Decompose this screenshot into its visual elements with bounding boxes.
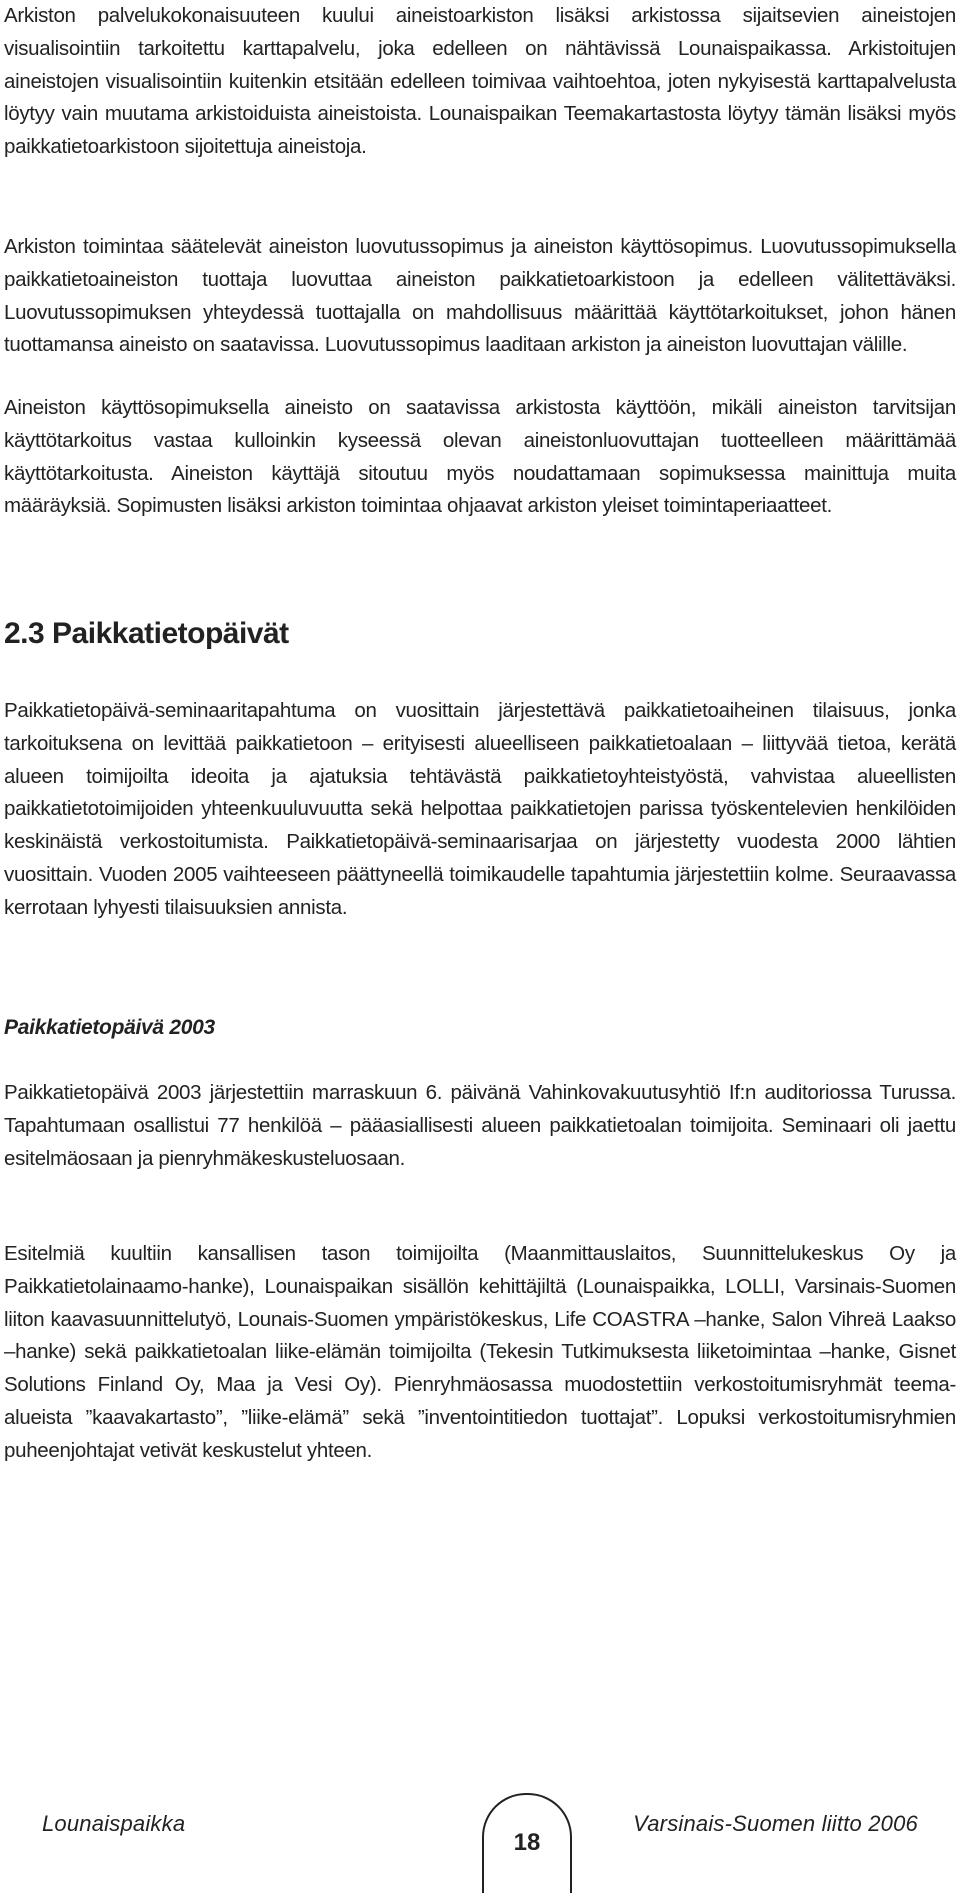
section-heading: 2.3 Paikkatietopäivät xyxy=(4,617,289,650)
paragraph-seminar-intro: Paikkatietopäivä-seminaaritapahtuma on vuosittain järjestettävä paikkatietoaiheinen tilaisuus, jonka tarkoituksena on levittää paikkatietoon – erityisesti alueelliseen paikkatietoalaan – liittyvää tietoa, kerätä alueen toimijoilta ideoita ja ajatuksia tehtävästä paikkatietoyhteistyöstä, vahvistaa alueellisten paikkatietotoimijoiden yhteenkuuluvuutta sekä helpottaa paikkatietojen parissa työskentelevien henkilöiden keskinäistä verkostoitumista. Paikkatietopäivä-seminaarisarjaa on järjestetty vuodesta 2000 lähtien vuosittain. Vuoden 2005 vaihteeseen päättyneellä toimikaudelle tapahtumia järjestettiin kolme. Seuraavassa kerrotaan lyhyesti tilaisuuksien annista. xyxy=(4,699,956,919)
subsection-heading: Paikkatietopäivä 2003 xyxy=(4,1016,215,1039)
paragraph-usage-agreement: Aineiston käyttösopimuksella aineisto on saatavissa arkistosta käyttöön, mikäli aineiston tarvitsijan käyttötarkoitus vastaa kulloinkin kyseessä olevan aineistonluovuttajan tuotteelleen määrittämää käyttötarkoitusta. Aineiston käyttäjä sitoutuu myös noudattamaan sopimuksessa mainittuja muita määräyksiä. Sopimusten lisäksi arkiston toimintaa ohjaavat arkiston yleiset toimintaperiaatteet. xyxy=(4,396,956,518)
paragraph-archive-map-service: Arkiston palvelukokonaisuuteen kuului aineistoarkiston lisäksi arkistossa sijaitsevien aineistojen visualisointiin tarkoitettu karttapalvelu, joka edelleen on nähtävissä Lounaispaikassa. Arkistoitujen aineistojen visualisointiin kuitenkin etsitään edelleen toimivaa vaihtoehtoa, joten nykyisestä karttapalvelusta löytyy vain muutama arkistoiduista aineistoista. Lounaispaikan Teemakartastosta löytyy tämän lisäksi myös paikkatietoarkistoon sijoitettuja aineistoja. xyxy=(4,4,956,159)
page-number: 18 xyxy=(513,1829,541,1856)
footer-publication-name: Lounaispaikka xyxy=(42,1811,186,1836)
paragraph-agreements: Arkiston toimintaa säätelevät aineiston luovutussopimus ja aineiston käyttösopimus. Luovutussopimuksella paikkatietoaineiston tuottaja luovuttaa aineiston paikkatietoarkistoon ja edelleen välitettäväksi. Luovutussopimuksen yhteydessä tuottajalla on mahdollisuus määrittää käyttötarkoitukset, johon hänen tuottamansa aineisto on saatavissa. Luovutussopimus laaditaan arkiston ja aineiston luovuttajan välille. xyxy=(4,235,956,357)
paragraph-seminar-2003: Paikkatietopäivä 2003 järjestettiin marraskuun 6. päivänä Vahinkovakuutusyhtiö If:n auditoriossa Turussa. Tapahtumaan osallistui 77 henkilöä – pääasiallisesti alueen paikkatietoalan toimijoita. Seminaari oli jaettu esitelmäosaan ja pienryhmäkeskusteluosaan. xyxy=(4,1081,956,1170)
page-number-tab xyxy=(482,1793,572,1893)
footer-publisher: Varsinais-Suomen liitto 2006 xyxy=(633,1811,918,1836)
paragraph-presentations: Esitelmiä kuultiin kansallisen tason toimijoilta (Maanmittauslaitos, Suunnittelukeskus Oy ja Paikkatietolainaamo-hanke), Lounaispaikan sisällön kehittäjiltä (Lounaispaikka, LOLLI, Varsinais-Suomen liiton kaavasuunnittelutyö, Lounais-Suomen ympäristökeskus, Life COASTRA –hanke, Salon Vihreä Laakso –hanke) sekä paikkatietoalan liike-elämän toimijoilta (Tekesin Tutkimuksesta liiketoimintaa –hanke, Gisnet Solutions Finland Oy, Maa ja Vesi Oy). Pienryhmäosassa muodostettiin verkostoitumisryhmät teema-alueista ”kaavakartasto”, ”liike-elämä” sekä ”inventointitiedon tuottajat”. Lopuksi verkostoitumisryhmien puheenjohtajat vetivät keskustelut yhteen. xyxy=(4,1242,956,1462)
